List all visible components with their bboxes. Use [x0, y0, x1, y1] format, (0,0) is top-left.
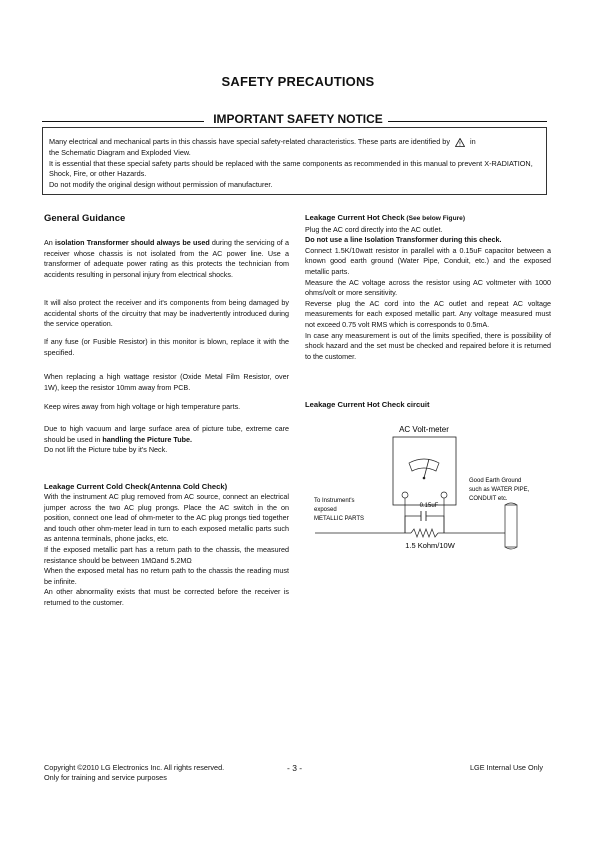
- guidance-para-4: When replacing a high wattage resistor (Oxide Metal Film Resistor, over 1W), keep the resistor 10mm away from PCB.: [44, 372, 289, 392]
- capacitor-label: 0.15uF: [419, 503, 439, 509]
- hot-check-para-4: Measure the AC voltage across the resistor using AC voltmeter with 1000 ohms/volt or more sensitivity.: [305, 277, 551, 298]
- left-label-2: exposed: [314, 507, 337, 513]
- right-label-3: CONDUIT etc.: [469, 496, 508, 502]
- footer-training: Only for training and service purposes: [44, 773, 167, 782]
- circuit-heading: Leakage Current Hot Check circuit: [305, 400, 430, 409]
- svg-text:!: !: [459, 141, 461, 147]
- cold-check-p4: An other abnormality exists that must be corrected before the receiver is returned to the customer.: [44, 587, 289, 607]
- hot-check-line-1: Plug the AC cord directly into the AC outlet.: [305, 224, 443, 234]
- notice-line-4: Do not modify the original design without permission of manufacturer.: [49, 180, 273, 190]
- guidance-p6-line2: Do not lift the Picture tube by it's Neck.: [44, 445, 168, 455]
- safety-notice-box: [42, 127, 547, 195]
- footer-copyright: Copyright ©2010 LG Electronics Inc. All rights reserved.: [44, 763, 225, 772]
- hot-check-para-6: In case any measurement is out of the limits specified, there is possibility of shock hazard and the set must be checked and repaired before it is returned to the customer.: [305, 330, 551, 361]
- cold-check-body: [44, 492, 289, 609]
- hot-check-para-3: Connect 1.5K/10watt resistor in parallel with a 0.15uF capacitor between a known good earth ground (Water Pipe, Conduit, etc.) and the exposed metallic parts.: [305, 245, 551, 276]
- notice-line-1: [49, 137, 540, 148]
- warning-triangle-icon: [455, 138, 465, 147]
- notice-text-1b: in: [470, 137, 476, 146]
- notice-rule-right: [388, 121, 547, 122]
- guidance-p6-line1: [44, 424, 289, 445]
- hot-check-heading-note: (See below Figure): [404, 215, 466, 222]
- right-label-2: such as WATER PIPE,: [469, 487, 530, 493]
- guidance-p6-pre: Due to high vacuum and large surface area of picture tube, extreme care should be used in: [44, 424, 289, 444]
- guidance-para-1: [44, 238, 289, 280]
- left-label-1: To Instrument's: [314, 498, 355, 504]
- cold-check-heading: Leakage Current Cold Check(Antenna Cold Check): [44, 482, 228, 491]
- guidance-para-6: [44, 424, 289, 456]
- resistor-label: 1.5 Kohm/10W: [405, 541, 455, 550]
- cold-check-p2: If the exposed metallic part has a return path to the chassis, the measured resistance should be between 1MΩand 5.2MΩ: [44, 544, 289, 565]
- guidance-p1-bold: isolation Transformer should always be used: [54, 238, 210, 247]
- guidance-p1-post: during the servicing of a receiver whose chassis is not isolated from the AC power line. Use a transformer of adequate power rating as this protects the technician from accidents resulting in personal injury from electrical shocks.: [44, 238, 289, 279]
- page-title: SAFETY PRECAUTIONS: [221, 74, 375, 89]
- hot-check-line-2: Do not use a line Isolation Transformer during this check.: [305, 235, 502, 245]
- notice-text-1a: Many electrical and mechanical parts in this chassis have special safety-related characteristics. These parts are identified by: [49, 137, 450, 146]
- footer-internal: LGE Internal Use Only: [470, 763, 544, 772]
- hot-check-body: [305, 213, 551, 362]
- guidance-para-5: Keep wires away from high voltage or high temperature parts.: [44, 402, 241, 411]
- footer-left: [44, 763, 224, 783]
- hot-check-para-5: Reverse plug the AC cord into the AC outlet and repeat AC voltage measurements for each exposed metallic part. Any voltage measured must not exceed 0.75 volt RMS which is corresponds to 0.5mA.: [305, 298, 551, 329]
- guidance-p1-pre: An: [44, 238, 55, 247]
- left-label-3: METALLIC PARTS: [314, 516, 365, 522]
- voltmeter-box: [393, 437, 456, 505]
- page-number: - 3 -: [287, 763, 303, 773]
- cold-check-p3: When the exposed metal has no return path to the chassis the reading must be infinite.: [44, 566, 289, 586]
- guidance-para-3: If any fuse (or Fusible Resistor) in this monitor is blown, replace it with the specified.: [44, 337, 289, 357]
- general-guidance-heading: General Guidance: [44, 213, 126, 224]
- needle-pivot: [423, 477, 426, 480]
- notice-line-3: It is essential that these special safety parts should be replaced with the same components as recommended in this manual to prevent X-RADIATION, Shock, Fire, or other Hazards.: [49, 158, 533, 179]
- hot-check-heading: Leakage Current Hot Check: [305, 213, 405, 222]
- cold-check-p1: With the instrument AC plug removed from AC source, connect an electrical jumper across the two AC plug prongs. Place the AC switch in the on position, connect one lead of ohm-meter to the AC plug prongs tied together and touch other ohm-meter lead in turn to each exposed metallic parts such as antenna terminals, phone jacks, etc.: [44, 492, 289, 544]
- hot-check-heading-line: [305, 213, 551, 225]
- notice-title: IMPORTANT SAFETY NOTICE: [213, 112, 383, 126]
- leakage-circuit-diagram: [305, 415, 555, 560]
- meter-label: AC Volt-meter: [399, 425, 449, 434]
- notice-line-2: the Schematic Diagram and Exploded View.: [49, 147, 191, 157]
- right-label-1: Good Earth Ground: [469, 478, 522, 484]
- guidance-p6-bold: handling the Picture Tube.: [102, 434, 193, 444]
- ground-pipe-icon: [505, 505, 517, 547]
- guidance-para-2: It will also protect the receiver and it's components from being damaged by accidental shorts of the circuitry that may be inadvertently introduced during the service operation.: [44, 298, 289, 329]
